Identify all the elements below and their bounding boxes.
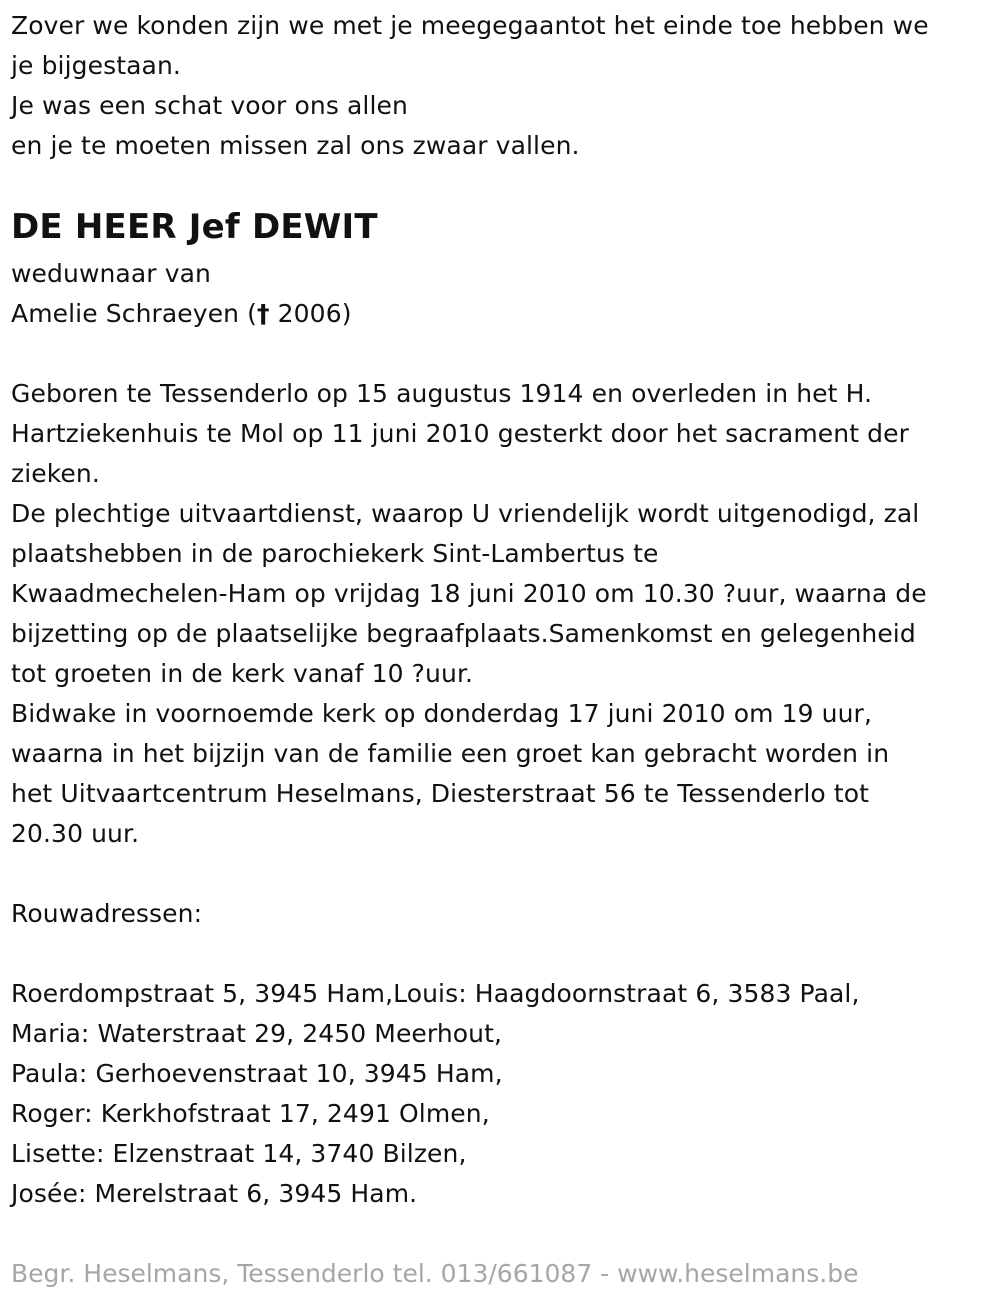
address-line: Paula: Gerhoevenstraat 10, 3945 Ham, [11,1059,503,1088]
announcement-line: De plechtige uitvaartdienst, waarop U vriendelijk wordt uitgenodigd, zal [11,499,920,528]
announcement-line: tot groeten in de kerk vanaf 10 ?uur. [11,659,474,688]
spouse-name: Amelie Schraeyen ( [11,299,258,328]
announcement-line: het Uitvaartcentrum Heselmans, Diesterstraat 56 te Tessenderlo tot [11,779,870,808]
spacer [11,854,927,894]
poem-line: en je te moeten missen zal ons zwaar vallen. [11,131,580,160]
announcement-line: Geboren te Tessenderlo op 15 augustus 1914 en overleden in het H. [11,379,873,408]
funeral-home-footer: Begr. Heselmans, Tessenderlo tel. 013/661087 - www.heselmans.be [11,1259,859,1288]
announcement-body [11,254,927,1214]
addresses-heading: Rouwadressen: [11,899,203,928]
relation-text: weduwnaar van [11,259,211,288]
announcement-line: 20.30 uur. [11,819,140,848]
poem-line: Zover we konden zijn we met je meegegaantot het einde toe hebben we [11,11,929,40]
address-line: Lisette: Elzenstraat 14, 3740 Bilzen, [11,1139,467,1168]
address-line: Roerdompstraat 5, 3945 Ham,Louis: Haagdoornstraat 6, 3583 Paal, [11,979,860,1008]
announcement-line: plaatshebben in de parochiekerk Sint-Lambertus te [11,539,659,568]
spacer [11,334,927,374]
poem-block [11,6,929,166]
poem-line: je bijgestaan. [11,51,181,80]
announcement-line: Bidwake in voornoemde kerk op donderdag 17 juni 2010 om 19 uur, [11,699,872,728]
announcement-line: zieken. [11,459,100,488]
announcement-line: Kwaadmechelen-Ham op vrijdag 18 juni 2010 om 10.30 ?uur, waarna de [11,579,927,608]
spacer [11,934,927,974]
announcement-line: waarna in het bijzijn van de familie een groet kan gebracht worden in [11,739,890,768]
cross-icon: † [257,299,270,328]
deceased-name: DE HEER Jef DEWIT [11,207,378,247]
announcement-line: Hartziekenhuis te Mol op 11 juni 2010 gesterkt door het sacrament der [11,419,909,448]
address-line: Roger: Kerkhofstraat 17, 2491 Olmen, [11,1099,490,1128]
spouse-year: 2006) [269,299,352,328]
address-line: Josée: Merelstraat 6, 3945 Ham. [11,1179,418,1208]
address-line: Maria: Waterstraat 29, 2450 Meerhout, [11,1019,503,1048]
spouse-line [11,294,927,334]
announcement-line: bijzetting op de plaatselijke begraafplaats.Samenkomst en gelegenheid [11,619,916,648]
poem-line: Je was een schat voor ons allen [11,91,408,120]
